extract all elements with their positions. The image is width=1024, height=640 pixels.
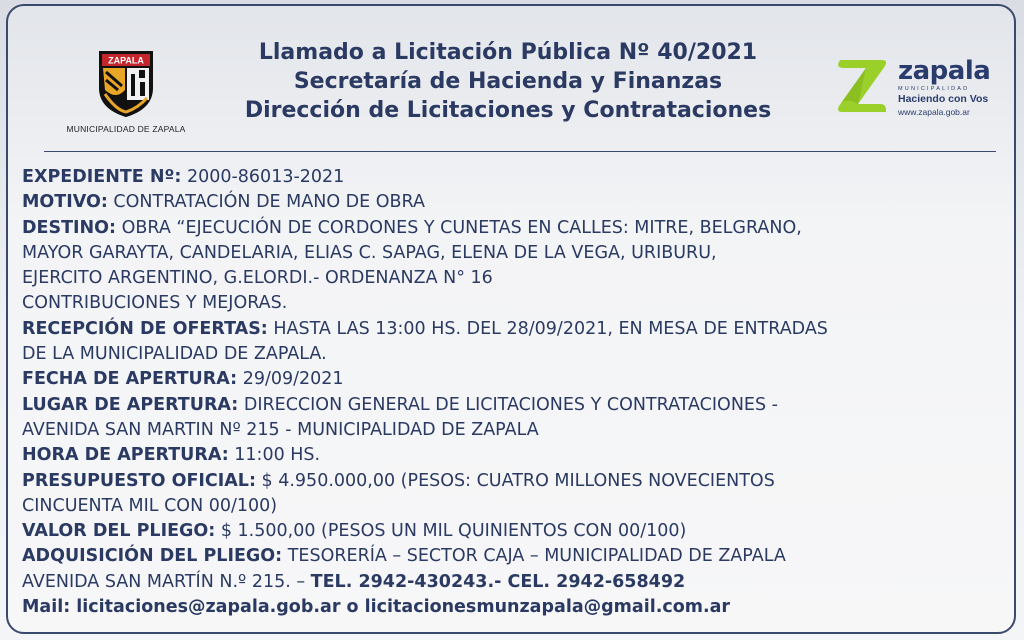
fecha-label: FECHA DE APERTURA:: [22, 369, 238, 390]
lugar-value-1: DIRECCION GENERAL DE LICITACIONES Y CONTRATACIONES -: [238, 394, 778, 415]
lugar-value-2: AVENIDA SAN MARTIN Nº 215 - MUNICIPALIDAD DE ZAPALA: [22, 419, 539, 440]
lugar-line: [22, 393, 1012, 418]
title-line-1: Llamado a Licitación Pública Nº 40/2021: [258, 40, 758, 65]
presupuesto-value-1: $ 4.950.000,00 (PESOS: CUATRO MILLONES NOVECIENTOS: [255, 470, 775, 491]
recepcion-value-2: DE LA MUNICIPALIDAD DE ZAPALA.: [22, 344, 327, 365]
recepcion-label: RECEPCIÓN DE OFERTAS:: [22, 318, 268, 339]
brand-wordmark: zapala: [898, 56, 991, 86]
title-line-2: Secretaría de Hacienda y Finanzas: [293, 69, 723, 94]
adquisicion-line: [22, 544, 1012, 569]
mail-line: [22, 595, 1012, 620]
shield-text: ZAPALA: [108, 55, 144, 66]
header-divider: [44, 151, 996, 152]
page-title: [228, 38, 788, 125]
valor-line: [22, 519, 1012, 544]
hora-value: 11:00 HS.: [228, 445, 321, 466]
adquisicion-value-2: AVENIDA SAN MARTÍN N.º 215. –: [22, 571, 311, 592]
brand-url: www.zapala.gob.ar: [898, 107, 970, 117]
mail-text: Mail: licitaciones@zapala.gob.ar o licitacionesmunzapala@gmail.com.ar: [22, 597, 731, 618]
destino-value-4: CONTRIBUCIONES Y MEJORAS.: [22, 293, 288, 314]
fecha-line: [22, 367, 1012, 392]
valor-label: VALOR DEL PLIEGO:: [22, 521, 216, 542]
adquisicion-label: ADQUISICIÓN DEL PLIEGO:: [22, 546, 283, 567]
recepcion-value-1: HASTA LAS 13:00 HS. DEL 28/09/2021, EN MESA DE ENTRADAS: [267, 318, 828, 339]
expediente-line: [22, 165, 1012, 190]
presupuesto-label: PRESUPUESTO OFICIAL:: [22, 470, 256, 491]
hora-line: [22, 443, 1012, 468]
expediente-label: EXPEDIENTE Nº:: [22, 167, 182, 187]
z-mark-icon: [834, 56, 890, 116]
shield-icon: [96, 50, 156, 118]
municipality-logo: [66, 50, 186, 134]
zapala-brand-logo: [834, 56, 1004, 126]
presupuesto-value-2: CINCUENTA MIL CON 00/100): [22, 495, 278, 516]
motivo-value: CONTRATACIÓN DE MANO DE OBRA: [107, 192, 425, 213]
title-line-3: Dirección de Licitaciones y Contrataciones: [244, 98, 772, 123]
adquisicion-value-1: TESORERÍA – SECTOR CAJA – MUNICIPALIDAD DE ZAPALA: [282, 546, 786, 567]
phone-numbers: TEL. 2942-430243.- CEL. 2942-658492: [310, 571, 686, 592]
recepcion-line: [22, 317, 1012, 342]
brand-slogan: Haciendo con Vos: [898, 93, 989, 105]
brand-subtitle: MUNICIPALIDAD: [898, 86, 970, 92]
motivo-line: [22, 190, 1012, 215]
presupuesto-line: [22, 469, 1012, 494]
lugar-label: LUGAR DE APERTURA:: [22, 394, 239, 415]
expediente-value: 2000-86013-2021: [181, 167, 345, 187]
destino-line: [22, 216, 1012, 241]
motivo-label: MOTIVO:: [22, 192, 108, 213]
destino-label: DESTINO:: [22, 217, 117, 238]
adquisicion-line-2: [22, 570, 1012, 595]
fecha-value: 29/09/2021: [237, 369, 344, 390]
logo-caption: MUNICIPALIDAD DE ZAPALA: [66, 124, 186, 134]
valor-value: $ 1.500,00 (PESOS UN MIL QUINIENTOS CON 00/100): [215, 521, 687, 542]
notice-body: [22, 165, 1012, 620]
destino-value-3: EJERCITO ARGENTINO, G.ELORDI.- ORDENANZA N° 16: [22, 268, 493, 289]
destino-value-1: OBRA “EJECUCIÓN DE CORDONES Y CUNETAS EN CALLES: MITRE, BELGRANO,: [116, 217, 802, 238]
hora-label: HORA DE APERTURA:: [22, 445, 229, 466]
destino-value-2: MAYOR GARAYTA, CANDELARIA, ELIAS C. SAPAG, ELENA DE LA VEGA, URIBURU,: [22, 242, 717, 263]
